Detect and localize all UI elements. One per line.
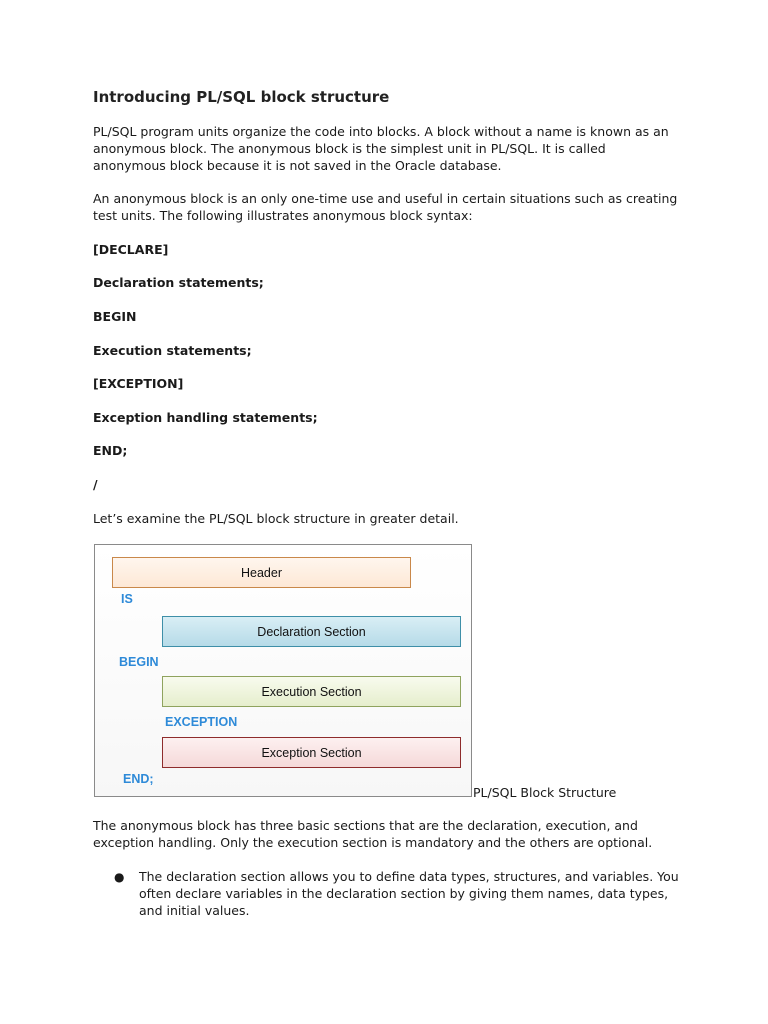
is-keyword: IS: [121, 592, 133, 606]
exception-section-box: Exception Section: [162, 737, 461, 768]
list-item-text: The declaration section allows you to define data types, structures, and variables. You often declare variables in the declaration section by giving them names, data types, and initial values.: [139, 869, 679, 918]
declaration-section-box: Declaration Section: [162, 616, 461, 647]
intro-paragraph: PL/SQL program units organize the code into blocks. A block without a name is known as an anonymous block. The anonymous block is the simplest unit in PL/SQL. It is called anonymous block because it is not saved in the Oracle database.: [93, 124, 669, 173]
list-item: [93, 869, 683, 919]
block-structure-diagram: [94, 544, 472, 797]
execution-section-box: Execution Section: [162, 676, 461, 707]
figure-caption: PL/SQL Block Structure: [473, 785, 617, 800]
exception-keyword: EXCEPTION: [165, 715, 238, 729]
syntax-end: END;: [93, 443, 128, 458]
end-keyword: END;: [123, 772, 154, 786]
syntax-declare: [DECLARE]: [93, 242, 169, 257]
begin-keyword: BEGIN: [119, 655, 159, 669]
bullet-icon: ●: [114, 870, 125, 884]
examine-paragraph: Let’s examine the PL/SQL block structure in greater detail.: [93, 511, 459, 526]
sections-paragraph: The anonymous block has three basic sections that are the declaration, execution, and exception handling. Only the execution section is mandatory and the others are optional.: [93, 818, 653, 850]
syntax-exception-handling-statements: Exception handling statements;: [93, 410, 318, 425]
sections-bullet-list: [93, 869, 683, 919]
syntax-begin: BEGIN: [93, 309, 137, 324]
syntax-slash: /: [93, 477, 98, 492]
anonymous-block-paragraph: An anonymous block is an only one-time use and useful in certain situations such as creating test units. The following illustrates anonymous block syntax:: [93, 191, 678, 223]
page-title: Introducing PL/SQL block structure: [93, 88, 390, 106]
syntax-declaration-statements: Declaration statements;: [93, 275, 264, 290]
syntax-exception: [EXCEPTION]: [93, 376, 184, 391]
header-box: Header: [112, 557, 411, 588]
syntax-execution-statements: Execution statements;: [93, 343, 252, 358]
